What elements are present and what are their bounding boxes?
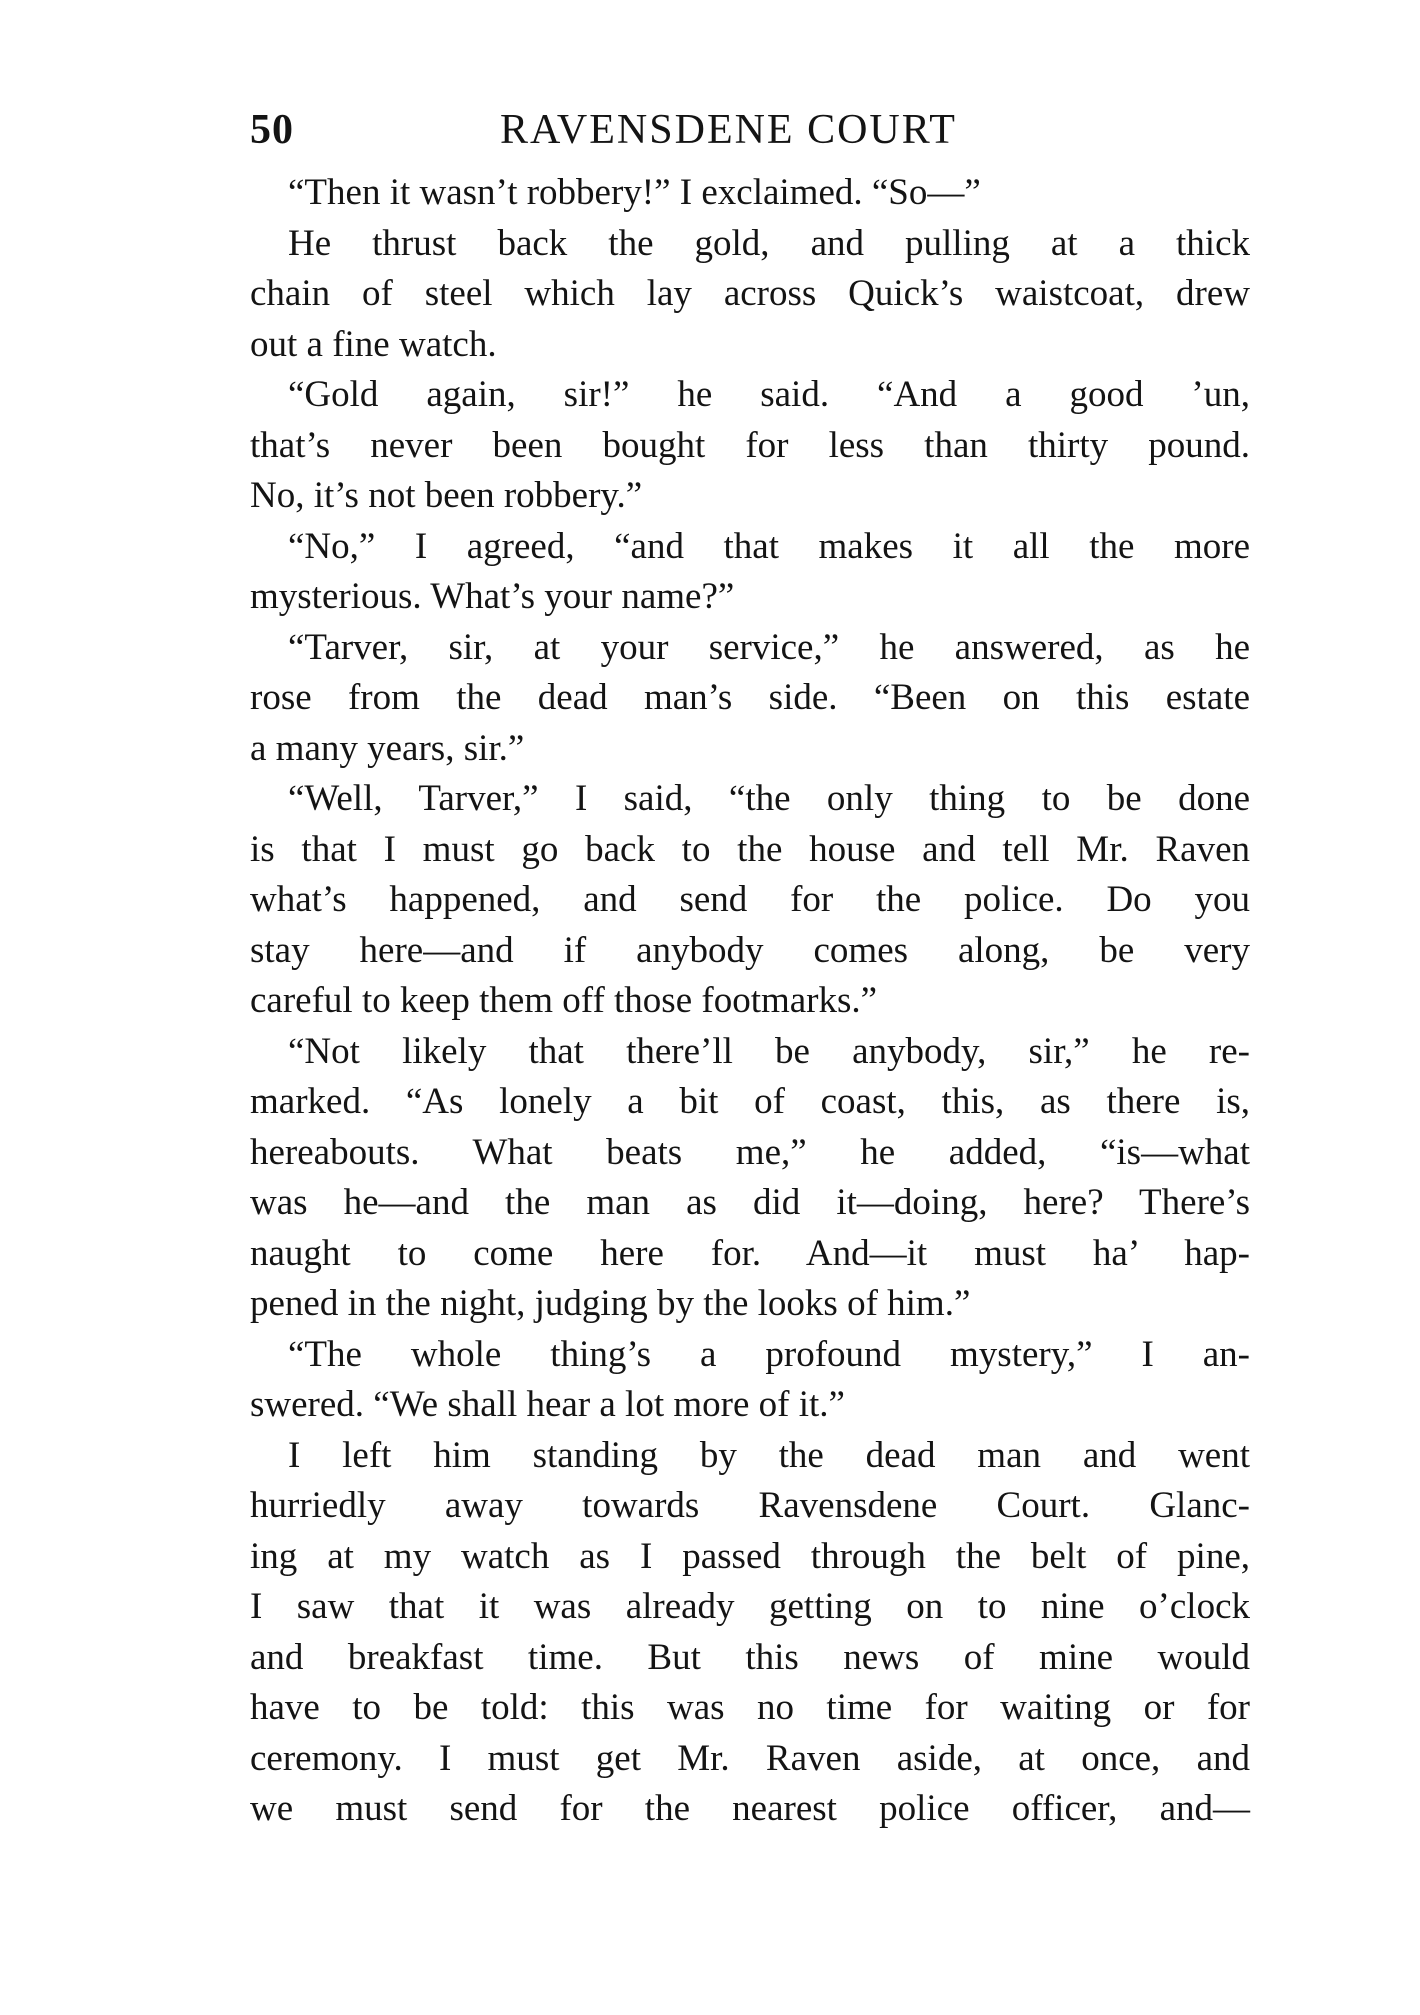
running-title: RAVENSDENE COURT (500, 107, 957, 153)
text-line: ceremony. I must get Mr. Raven aside, at once, and (250, 1737, 1250, 1779)
paragraph (250, 774, 1250, 1027)
paragraph (250, 168, 1250, 219)
text-line: what’s happened, and send for the police. Do you (250, 879, 1250, 920)
text-line: that’s never been bought for less than thirty pound. (250, 424, 1250, 466)
text-line: have to be told: this was no time for waiting or for (250, 1687, 1250, 1728)
text-line: and breakfast time. But this news of mine would (250, 1636, 1250, 1678)
text-line: naught to come here for. And—it must ha’ hap- (250, 1232, 1250, 1274)
page-number: 50 (250, 107, 294, 153)
text-line: hereabouts. What beats me,” he added, “is—what (250, 1131, 1250, 1173)
paragraph (250, 1027, 1250, 1330)
text-line: “The whole thing’s a profound mystery,” I an- (288, 1333, 1250, 1375)
text-line: swered. “We shall hear a lot more of it.” (250, 1384, 845, 1425)
paragraph (250, 370, 1250, 522)
text-line: marked. “As lonely a bit of coast, this, as there is, (250, 1081, 1250, 1122)
paragraph (250, 522, 1250, 623)
text-line: rose from the dead man’s side. “Been on this estate (250, 677, 1250, 718)
text-line: ing at my watch as I passed through the belt of pine, (250, 1535, 1250, 1577)
text-line: “Tarver, sir, at your service,” he answered, as he (288, 626, 1250, 668)
text-line: mysterious. What’s your name?” (250, 576, 735, 617)
text-line: chain of steel which lay across Quick’s waistcoat, drew (250, 273, 1250, 314)
text-line: “Well, Tarver,” I said, “the only thing to be done (288, 778, 1250, 819)
text-line: careful to keep them off those footmarks.” (250, 980, 878, 1021)
text-line: He thrust back the gold, and pulling at a thick (288, 222, 1250, 264)
body-text (250, 168, 1250, 1835)
text-line: out a fine watch. (250, 323, 497, 365)
text-line: stay here—and if anybody comes along, be very (250, 929, 1250, 971)
text-line: was he—and the man as did it—doing, here? There’s (250, 1182, 1250, 1223)
text-line: No, it’s not been robbery.” (250, 475, 643, 516)
text-line: I left him standing by the dead man and went (288, 1434, 1250, 1476)
paragraph (250, 219, 1250, 371)
paragraph (250, 1431, 1250, 1835)
text-line: pened in the night, judging by the looks of him.” (250, 1283, 971, 1324)
paragraph (250, 623, 1250, 775)
text-line: “Not likely that there’ll be anybody, sir,” he re- (288, 1030, 1250, 1072)
text-line: a many years, sir.” (250, 727, 525, 769)
paragraph (250, 1330, 1250, 1431)
text-line: “No,” I agreed, “and that makes it all the more (288, 525, 1250, 567)
text-line: I saw that it was already getting on to nine o’clock (250, 1586, 1250, 1627)
text-line: “Then it wasn’t robbery!” I exclaimed. “So—” (288, 172, 981, 213)
page-header (250, 100, 1250, 160)
text-line: we must send for the nearest police officer, and— (250, 1788, 1250, 1829)
text-line: “Gold again, sir!” he said. “And a good ’un, (288, 374, 1250, 415)
text-line: hurriedly away towards Ravensdene Court. Glanc- (250, 1485, 1250, 1526)
text-line: is that I must go back to the house and tell Mr. Raven (250, 828, 1250, 870)
